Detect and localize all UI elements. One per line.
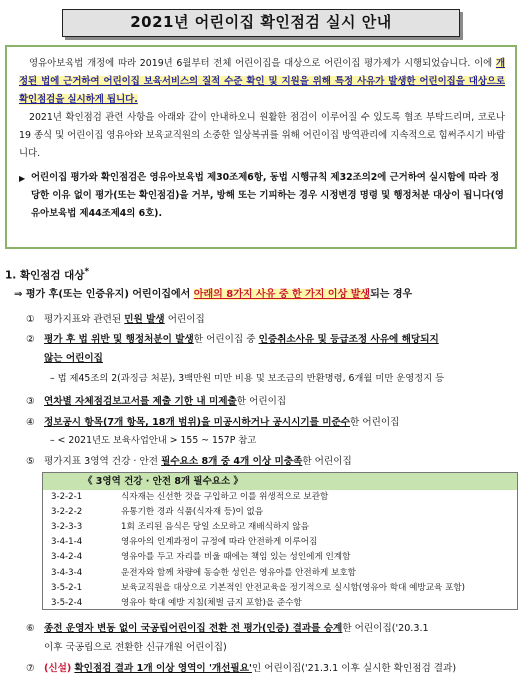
row-code: 3-2-2-1 bbox=[51, 491, 83, 502]
item-emphasis: 종전 운영자 변동 없이 국공립어린이집 전환 전 평가(인증) 결과를 승계 bbox=[44, 623, 343, 634]
item-number: ⑦ bbox=[26, 663, 35, 674]
new-badge: (신설) bbox=[44, 663, 72, 674]
list-item bbox=[26, 330, 518, 368]
item-text: 평가지표 3영역 건강 · 안전 bbox=[44, 456, 162, 467]
item-number: ④ bbox=[26, 417, 35, 428]
item-text: 한 어린이집 중 bbox=[193, 334, 259, 345]
row-text: 식자재는 신선한 것을 구입하고 이를 위생적으로 보관함 bbox=[121, 491, 329, 502]
list-item bbox=[26, 659, 518, 678]
item-text: 한 어린이집 bbox=[302, 456, 352, 467]
table-row bbox=[43, 520, 517, 535]
row-text: 유통기한 경과 식품(식자재 등)이 없음 bbox=[121, 506, 264, 517]
row-code: 3-5-2-4 bbox=[51, 597, 83, 608]
item-text: 이후 국공립으로 전환한 신규개원 어린이집) bbox=[44, 642, 227, 653]
triangle-right-icon: ▶ bbox=[19, 174, 26, 183]
item-number: ② bbox=[26, 334, 35, 345]
row-text: 1회 조리된 음식은 당일 소모하고 재배식하지 않음 bbox=[121, 522, 309, 533]
row-text: 운전자와 함께 차량에 동승한 성인은 영유아를 안전하게 보호함 bbox=[121, 567, 356, 578]
list-item bbox=[26, 392, 518, 411]
legal-note bbox=[19, 169, 505, 223]
item-emphasis: 연차별 자체점검보고서를 제출 기한 내 미제출 bbox=[44, 396, 237, 407]
section-heading-text: 1. 확인점검 대상 bbox=[5, 269, 85, 282]
item-text: 어린이집 bbox=[164, 314, 205, 325]
item-note: – 법 제45조의 2(과징금 처분), 3백만원 미만 비용 및 보조금의 반환명령, 6개월 미만 운영정지 등 bbox=[50, 373, 445, 384]
item-text: 평가지표와 관련된 bbox=[44, 314, 125, 325]
row-code: 3-2-3-3 bbox=[51, 522, 83, 533]
list-item bbox=[26, 452, 518, 471]
essential-elements-box bbox=[42, 472, 518, 610]
section-heading-mark: * bbox=[84, 267, 90, 277]
item-number: ③ bbox=[26, 396, 35, 407]
list-item bbox=[26, 619, 518, 657]
row-code: 3-4-1-4 bbox=[51, 537, 83, 548]
item-emphasis: 인증취소사유 및 등급조정 사유에 해당되지 bbox=[258, 334, 439, 345]
section-subheading bbox=[14, 289, 412, 301]
subheading-highlight: 아래의 8가지 사유 중 한 가지 이상 발생 bbox=[193, 289, 371, 300]
legal-note-text: 어린이집 평가와 확인점검은 영유아보육법 제30조제6항, 동법 시행규칙 제32조의2에 근거하여 실시함에 따라 정당한 이유 없이 평가(또는 확인점검)을 거부, 방해 또는 기피하는 경우 시정변경 명령 및 행정처분 대상이 됩니다(영유아보육법 제44조제4의 6호). bbox=[31, 172, 504, 219]
item-number: ⑤ bbox=[26, 456, 35, 467]
item-emphasis: 않는 어린이집 bbox=[44, 353, 103, 364]
essential-elements-header: 《 3영역 건강 · 안전 8개 필수요소 》 bbox=[43, 473, 517, 490]
table-row bbox=[43, 536, 517, 551]
intro-box bbox=[5, 45, 517, 249]
item-text: 한 어린이집 bbox=[350, 417, 400, 428]
table-row bbox=[43, 581, 517, 596]
intro-highlight: 개정된 법에 근거하여 어린이집 보육서비스의 질적 수준 확인 및 지원을 위해 특정 사유가 발생한 어린이집을 대상으로 확인점검을 실시하게 됩니다. bbox=[19, 58, 505, 105]
row-text: 보육교직원을 대상으로 기본적인 안전교육을 정기적으로 실시함(영유아 학대 예방교육 포함) bbox=[121, 582, 466, 593]
row-code: 3-4-3-4 bbox=[51, 567, 83, 578]
page-title: 2021년 어린이집 확인점검 실시 안내 bbox=[62, 9, 460, 37]
subheading-prefix: ⇒ 평가 후(또는 인증유지) 어린이집에서 bbox=[14, 289, 194, 300]
item-emphasis: 정보공시 항목(7개 항목, 18개 범위)을 미공시하거나 공시시기를 미준수 bbox=[44, 417, 351, 428]
intro-text: 영유아보육법 개정에 따라 2019년 6월부터 전체 어린이집을 대상으로 어린이집 평가제가 시행되었습니다. 이에 bbox=[29, 58, 496, 69]
item-number: ① bbox=[26, 314, 35, 325]
list-item bbox=[26, 413, 518, 432]
item-emphasis: 민원 발생 bbox=[124, 314, 165, 325]
item-emphasis: 필수요소 8개 중 4개 이상 미충족 bbox=[161, 456, 303, 467]
row-text: 영유아의 인계과정이 규정에 따라 안전하게 이루어짐 bbox=[121, 537, 318, 548]
table-row bbox=[43, 505, 517, 520]
row-code: 3-5-2-1 bbox=[51, 582, 83, 593]
item-note: – < 2021년도 보육사업안내 > 155 ~ 157P 참고 bbox=[50, 435, 257, 446]
section-heading bbox=[5, 267, 89, 282]
item-number: ⑥ bbox=[26, 623, 35, 634]
table-row bbox=[43, 596, 517, 611]
item-emphasis: 확인점검 결과 1개 이상 영역이 '개선필요' bbox=[74, 663, 252, 674]
list-item bbox=[26, 310, 518, 329]
item-text: 인 어린이집('21.3.1 이후 실시한 확인점검 결과) bbox=[251, 663, 457, 674]
intro-paragraph-1 bbox=[19, 55, 505, 109]
row-text: 영유아를 두고 자리를 비울 때에는 책임 있는 성인에게 인계함 bbox=[121, 552, 351, 563]
table-row bbox=[43, 551, 517, 566]
row-code: 3-2-2-2 bbox=[51, 506, 83, 517]
row-text: 영유아 학대 예방 지침(체벌 금지 포함)을 준수함 bbox=[121, 597, 302, 608]
row-code: 3-4-2-4 bbox=[51, 552, 83, 563]
item-text: 한 어린이집 bbox=[236, 396, 287, 407]
intro-paragraph-2: 2021년 확인점검 관련 사항을 아래와 같이 안내하오니 원활한 점검이 이루어질 수 있도록 협조 부탁드리며, 코로나19 종식 및 어린이집 영유아와 보육교직원의 소중한 일상복귀를 위해 어린이집 방역관리에 지속적으로 힘써주시기 바랍니다. bbox=[19, 112, 505, 159]
item-text: 한 어린이집('20.3.1 bbox=[342, 623, 429, 634]
item-emphasis: 평가 후 법 위반 및 행정처분이 발생 bbox=[44, 334, 194, 345]
table-row bbox=[43, 566, 517, 581]
table-row bbox=[43, 490, 517, 505]
subheading-suffix: 되는 경우 bbox=[370, 289, 413, 300]
